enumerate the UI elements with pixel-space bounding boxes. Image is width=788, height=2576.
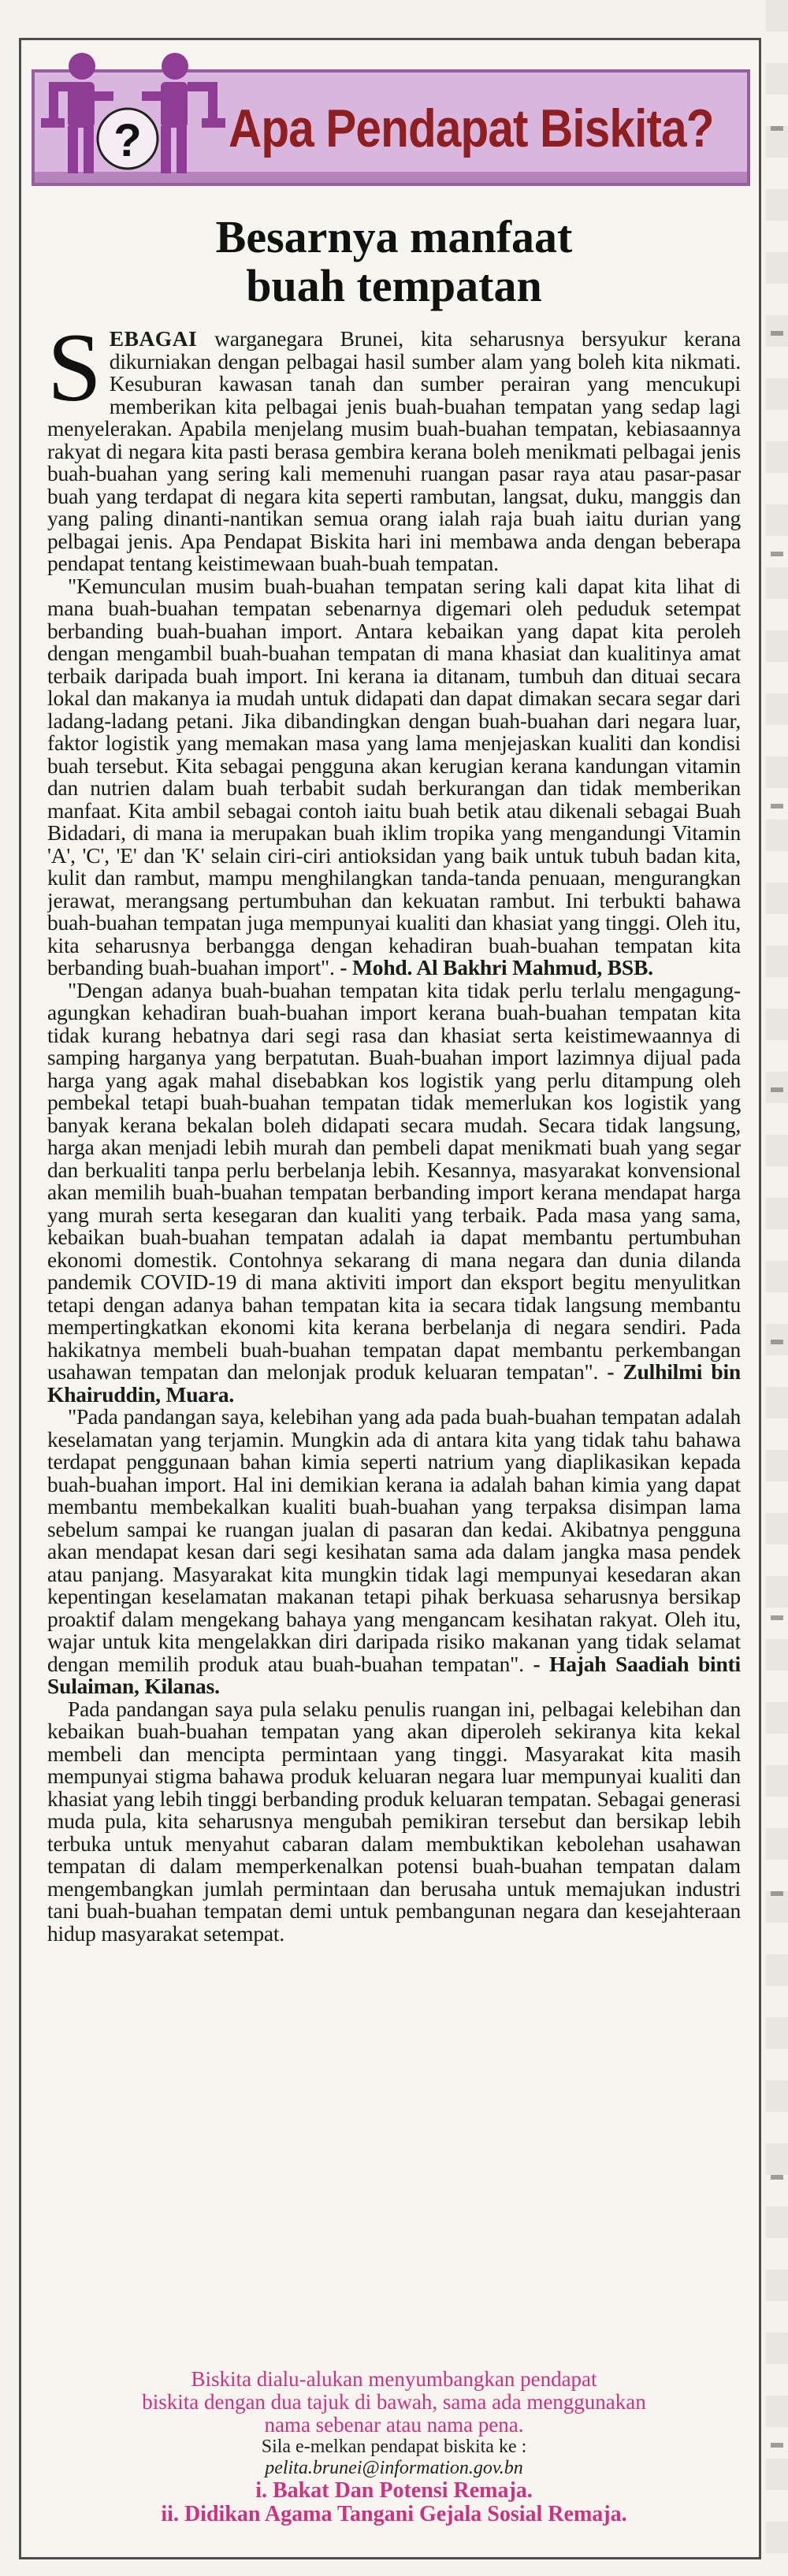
people-question-logo-icon bbox=[35, 47, 232, 197]
article-body bbox=[47, 328, 741, 2345]
paragraph-4-text: "Pada pandangan saya, kelebihan yang ada pada buah-buahan tempatan adalah keselamatan yang terjamin. Mungkin ada di antara kita yang tidak tahu bahawa terdapat penggunaan bahan kimia seperti natrium yang diaplikasikan kepada buah-buahan import. Hal ini demikian kerana ia adalah bahan kimia yang dapat membantu membekalkan kualiti buah-buahan yang terpaksa disimpan lama sebelum sampai ke ruangan jualan di pasaran dan kedai. Akibatnya pengguna akan mendapat kesan dari segi kesihatan sama ada dalam jangka masa pendek atau panjang. Masyarakat kita mungkin tidak lagi mempunyai kesedaran akan kepentingan keselamatan makanan tetapi pihak berkuasa seharusnya bersikap proaktif dalam mengekang bahaya yang mengancam kesihatan rakyat. Oleh itu, wajar untuk kita mengelakkan diri daripada risiko makanan yang tidak selamat dengan memilih produk atau buah-buahan tempatan". bbox=[47, 1404, 741, 1676]
notice-line-4: Sila e-melkan pendapat biskita ke : bbox=[261, 2437, 527, 2457]
contribution-notice bbox=[47, 2368, 741, 2526]
lead-word: EBAGAI bbox=[109, 328, 198, 351]
notice-line-2: biskita dengan dua tajuk di bawah, sama ada menggunakan bbox=[142, 2390, 646, 2414]
paragraph-2-attribution: - Mohd. Al Bakhri Mahmud, BSB. bbox=[334, 955, 653, 979]
svg-text:?: ? bbox=[113, 115, 142, 166]
banner-title: Apa Pendapat Biskita? bbox=[229, 99, 714, 158]
paragraph-4 bbox=[47, 1406, 741, 1698]
contact-email-link[interactable]: pelita.brunei@information.gov.bn bbox=[265, 2458, 523, 2478]
paragraph-3-attribution: - Zulhilmi bin Khairuddin, Muara. bbox=[47, 1359, 741, 1407]
paragraph-4-attribution: - Hajah Saadiah binti Sulaiman, Kilanas. bbox=[47, 1651, 741, 1698]
headline-line-1: Besarnya manfaat bbox=[215, 211, 573, 262]
column-banner bbox=[32, 47, 750, 197]
paragraph-3-text: "Dengan adanya buah-buahan tempatan kita tidak perlu terlalu mengagung-agungkan kehadiran buah-buahan import kerana buah-buahan tempatan kita tidak kurang hebatnya dari segi rasa dan khasiat serta keistimewaannya di samping harganya yang berpatutan. Buah-buahan import lazimnya dijual pada harga yang agak mahal disebabkan kos logistik yang perlu ditampung oleh pembekal tetapi buah-buahan tempatan tidak memerlukan kos logistik yang banyak kerana bekalan boleh didapati secara mudah. Secara tidak langsung, harga akan menjadi lebih murah dan pembeli dapat menikmati buah yang segar dan berkualiti tanpa perlu berbelanja lebih. Kesannya, masyarakat konvensional akan memilih buah-buahan tempatan berbanding import kerana mendapat harga yang murah serta kesegaran dan kualiti yang terbaik. Pada masa yang sama, kebaikan buah-buahan tempatan adalah ia dapat membantu pertumbuhan ekonomi domestik. Contohnya sekarang di mana negara dan dunia dilanda pandemik COVID-19 di mana aktiviti import dan eksport begitu menyulitkan tetapi dengan adanya bahan tempatan kita ia secara tidak langsung membantu mempertingkatkan ekonomi kita kerana berbelanja di negara sendiri. Pada hakikatnya membeli buah-buahan tempatan dapat membantu perkembangan usahawan tempatan dan melonjak produk keluaran tempatan". bbox=[47, 977, 741, 1384]
paragraph-2-text: "Kemunculan musim buah-buahan tempatan sering kali dapat kita lihat di mana buah-buahan tempatan sebenarnya digemari oleh peduduk setempat berbanding buah-buahan import. Antara kebaikan yang dapat kita peroleh dengan mengambil buah-buahan tempatan di mana khasiat dan kualitinya amat terbaik daripada buah import. Ini kerana ia ditanam, tumbuh dan dituai secara lokal dan makanya ia mudah untuk didapati dan dapat dimakan secara segar dari ladang-ladang petani. Jika dibandingkan dengan buah-buahan dari negara luar, faktor logistik yang memakan masa yang lama menjejaskan kualiti dan kondisi buah tersebut. Kita sebagai pengguna akan kerugian kerana kandungan vitamin dan nutrien dalam buah terbabit sudah berkurangan dan tidak memberikan manfaat. Kita ambil sebagai contoh iaitu buah betik atau dikenali sebagai Buah Bidadari, di mana ia merupakan buah iklim tropika yang mengandungi Vitamin 'A', 'C', 'E' dan 'K' selain ciri-ciri antioksidan yang baik untuk tubuh badan kita, kulit dan rambut, mampu menghilangkan tanda-tanda penuaan, mengurangkan jerawat, merangsang pertumbuhan dan kekuatan rambut. Ini terbukti bahawa buah-buahan tempatan juga mempunyai kualiti dan khasiat yang tinggi. Oleh itu, kita seharusnya berbangga dengan kehadiran buah-buahan tempatan kita berbanding buah-buahan import". bbox=[47, 573, 741, 979]
paragraph-5 bbox=[47, 1698, 741, 1946]
paragraph-1-text: warganegara Brunei, kita seharusnya bersyukur kerana dikurniakan dengan pelbagai hasil sumber alam yang boleh kita nikmati. Kesuburan kawasan tanah dan sumber perairan yang mencukupi memberikan kita pelbagai jenis buah-buahan tempatan yang sedap lagi menyelerakan. Apabila menjelang musim buah-buahan tempatan, kebiasaannya rakyat di negara kita pasti berasa gembira kerana boleh menikmati pelbagai jenis buah-buahan yang sering kali memenuhi ruangan pasar raya atau pasar-pasar buah yang terdapat di negara kita seperti rambutan, langsat, duku, manggis dan yang paling dinanti-nantikan semua orang ialah raja buah iaitu durian yang pelbagai jenis. Apa Pendapat Biskita hari ini membawa anda dengan beberapa pendapat tentang keistimewaan buah-buah tempatan. bbox=[47, 328, 741, 575]
paragraph-3 bbox=[47, 979, 741, 1407]
notice-line-1: Biskita dialu-alukan menyumbangkan pendapat bbox=[191, 2367, 597, 2391]
notice-line-3: nama sebenar atau nama pena. bbox=[264, 2413, 524, 2437]
paragraph-5-text: Pada pandangan saya pula selaku penulis ruangan ini, pelbagai kelebihan dan kebaikan buah-buahan tempatan yang akan diperoleh sekiranya kita kekal membeli dan mencipta permintaan yang tinggi. Masyarakat kita masih mempunyai stigma bahawa produk keluaran negara luar mempunyai kualiti dan khasiat yang lebih tinggi berbanding produk keluaran tempatan. Sebagai generasi muda pula, kita seharusnya mengubah pemikiran tersebut dan bersikap lebih terbuka untuk menyahut cabaran dalam membuktikan kebolehan usahawan tempatan di dalam memperkenalkan potensi buah-buahan tempatan dalam mengembangkan jumlah permintaan dan berusaha untuk memajukan industri tani buah-buahan tempatan demi untuk pembangunan negara dan kesejahteraan hidup masyarakat setempat. bbox=[47, 1696, 741, 1946]
article-headline bbox=[47, 213, 741, 310]
headline-line-2: buah tempatan bbox=[246, 260, 542, 311]
topic-1: i. Bakat Dan Potensi Remaja. bbox=[255, 2478, 533, 2503]
adjacent-column-gutter bbox=[766, 0, 788, 2576]
topic-2: ii. Didikan Agama Tangani Gejala Sosial Remaja. bbox=[161, 2502, 627, 2526]
dropcap: S bbox=[47, 328, 102, 422]
paragraph-1 bbox=[47, 328, 741, 575]
paragraph-2 bbox=[47, 575, 741, 979]
